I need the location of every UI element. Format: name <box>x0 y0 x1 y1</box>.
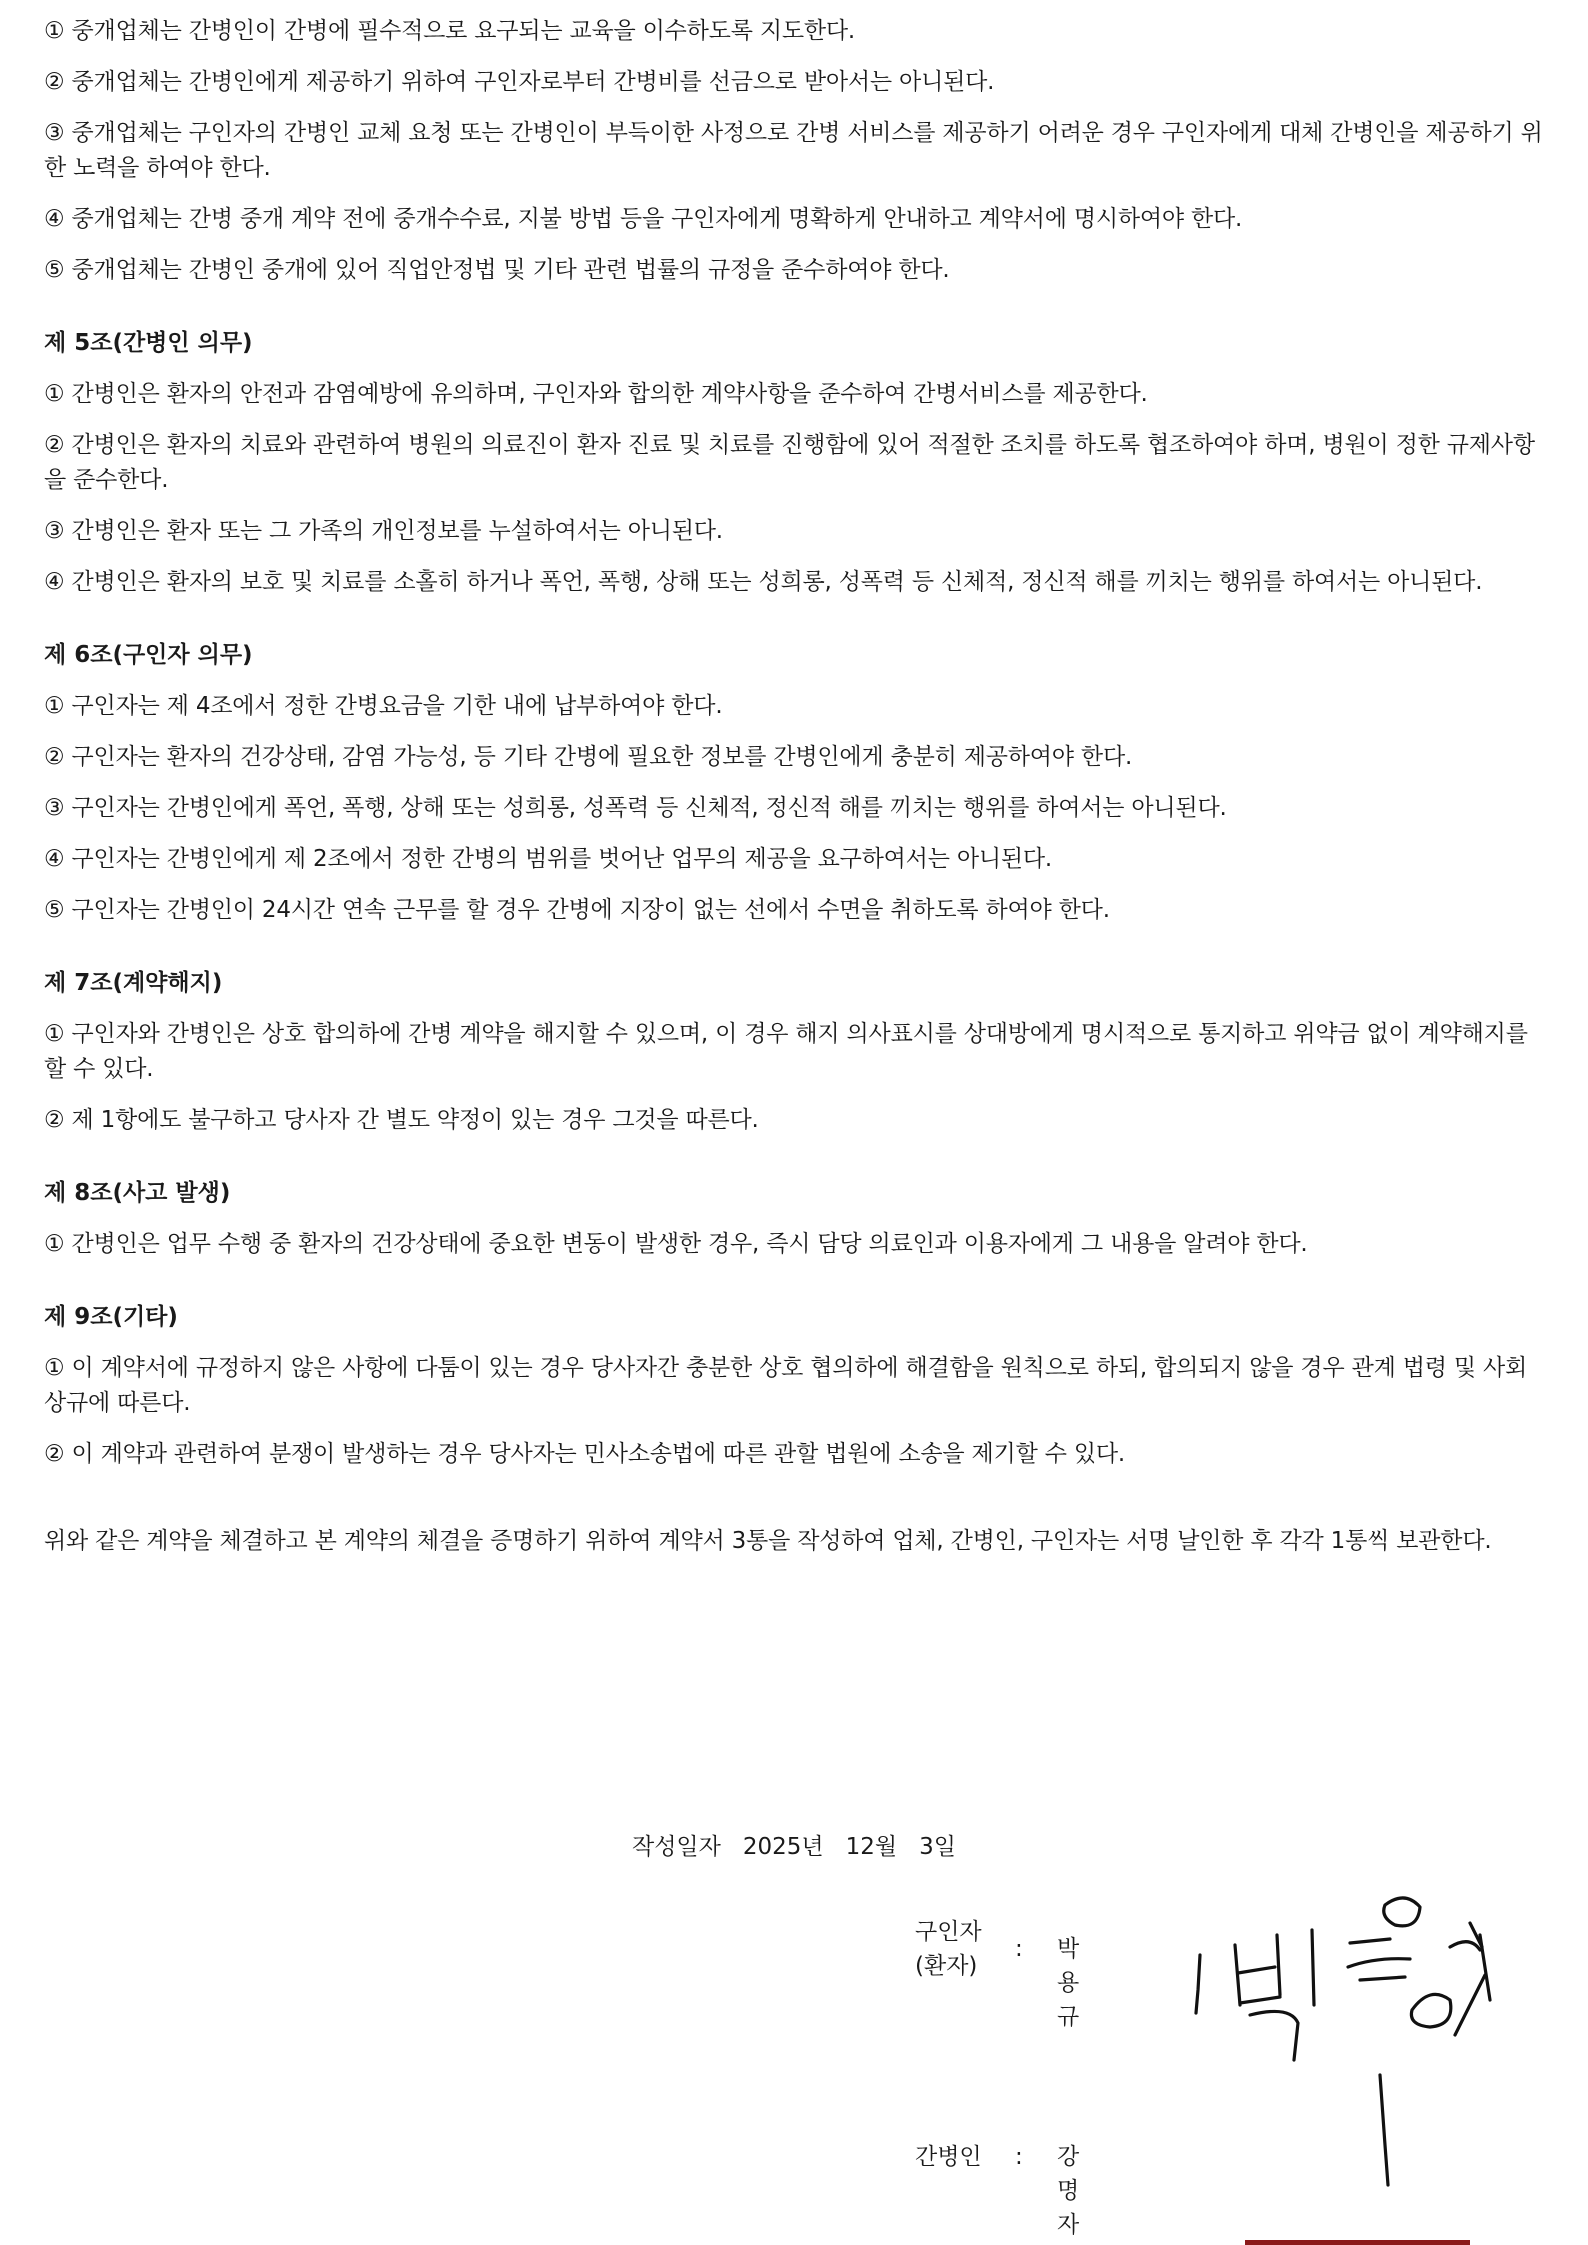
clause-item: ③ 중개업체는 구인자의 간병인 교체 요청 또는 간병인이 부득이한 사정으로 간병 서비스를 제공하기 어려운 경우 구인자에게 대체 간병인을 제공하기 위한 노력을 하여야 한다. <box>44 120 1543 181</box>
page-edge-accent <box>1245 2240 1470 2245</box>
clause-item: ② 중개업체는 간병인에게 제공하기 위하여 구인자로부터 간병비를 선금으로 받아서는 아니된다. <box>44 69 995 95</box>
date-month: 12월 <box>845 1834 898 1860</box>
clause-item: ④ 중개업체는 간병 중개 계약 전에 중개수수료, 지불 방법 등을 구인자에게 명확하게 안내하고 계약서에 명시하여야 한다. <box>44 206 1243 232</box>
patient-colon: : <box>1015 1936 1023 1962</box>
clause-item: ① 중개업체는 간병인이 간병에 필수적으로 요구되는 교육을 이수하도록 지도한다. <box>44 18 856 44</box>
clause-item: ② 간병인은 환자의 치료와 관련하여 병원의 의료진이 환자 진료 및 치료를 진행함에 있어 적절한 조치를 하도록 협조하여야 하며, 병원이 정한 규제사항을 준수한다. <box>44 432 1535 493</box>
clause-item: ④ 구인자는 간병인에게 제 2조에서 정한 간병의 범위를 벗어난 업무의 제공을 요구하여서는 아니된다. <box>44 846 1053 872</box>
patient-label: 구인자 (환자) <box>915 1919 982 1979</box>
article-7 <box>44 966 1544 1138</box>
date-year: 2025년 <box>742 1834 824 1860</box>
handwritten-signature <box>1180 1895 1550 2235</box>
top-clause-list <box>44 14 1544 288</box>
clause-item: ③ 간병인은 환자 또는 그 가족의 개인정보를 누설하여서는 아니된다. <box>44 518 723 544</box>
article-heading: 제 7조(계약해지) <box>44 970 223 996</box>
article-heading: 제 9조(기타) <box>44 1304 178 1330</box>
article-heading: 제 8조(사고 발생) <box>44 1180 231 1206</box>
clause-item: ⑤ 구인자는 간병인이 24시간 연속 근무를 할 경우 간병에 지장이 없는 선에서 수면을 취하도록 하여야 한다. <box>44 897 1110 923</box>
contract-date <box>0 1830 1588 1865</box>
caregiver-colon: : <box>1015 2144 1023 2170</box>
article-heading: 제 6조(구인자 의무) <box>44 642 253 668</box>
closing-statement: 위와 같은 계약을 체결하고 본 계약의 체결을 증명하기 위하여 계약서 3통을 작성하여 업체, 간병인, 구인자는 서명 날인한 후 각각 1통씩 보관한다. <box>44 1528 1492 1554</box>
article-6 <box>44 638 1544 928</box>
clause-item: ① 이 계약서에 규정하지 않은 사항에 다툼이 있는 경우 당사자간 충분한 상호 협의하에 해결함을 원칙으로 하되, 합의되지 않을 경우 관계 법령 및 사회상규에 따른다. <box>44 1355 1528 1416</box>
caregiver-name: 강명자 <box>1057 2144 1080 2238</box>
clause-item: ① 간병인은 업무 수행 중 환자의 건강상태에 중요한 변동이 발생한 경우, 즉시 담당 의료인과 이용자에게 그 내용을 알려야 한다. <box>44 1231 1308 1257</box>
clause-item: ② 이 계약과 관련하여 분쟁이 발생하는 경우 당사자는 민사소송법에 따른 관할 법원에 소송을 제기할 수 있다. <box>44 1441 1125 1467</box>
article-5 <box>44 326 1544 600</box>
clause-item: ② 구인자는 환자의 건강상태, 감염 가능성, 등 기타 간병에 필요한 정보를 간병인에게 충분히 제공하여야 한다. <box>44 744 1133 770</box>
caregiver-label: 간병인 <box>915 2144 982 2170</box>
clause-item: ② 제 1항에도 불구하고 당사자 간 별도 약정이 있는 경우 그것을 따른다. <box>44 1107 759 1133</box>
clause-item: ① 구인자는 제 4조에서 정한 간병요금을 기한 내에 납부하여야 한다. <box>44 693 723 719</box>
date-label: 작성일자 <box>632 1834 721 1860</box>
clause-item: ① 구인자와 간병인은 상호 합의하에 간병 계약을 해지할 수 있으며, 이 경우 해지 의사표시를 상대방에게 명시적으로 통지하고 위약금 없이 계약해지를 할 수 있다. <box>44 1021 1528 1082</box>
patient-name: 박용규 <box>1057 1936 1080 2030</box>
article-8 <box>44 1176 1544 1262</box>
article-heading: 제 5조(간병인 의무) <box>44 330 253 356</box>
date-day: 3일 <box>919 1834 956 1860</box>
clause-item: ⑤ 중개업체는 간병인 중개에 있어 직업안정법 및 기타 관련 법률의 규정을 준수하여야 한다. <box>44 257 950 283</box>
contract-page <box>44 14 1544 1575</box>
article-9 <box>44 1300 1544 1472</box>
clause-item: ① 간병인은 환자의 안전과 감염예방에 유의하며, 구인자와 합의한 계약사항을 준수하여 간병서비스를 제공한다. <box>44 381 1148 407</box>
clause-item: ④ 간병인은 환자의 보호 및 치료를 소홀히 하거나 폭언, 폭행, 상해 또는 성희롱, 성폭력 등 신체적, 정신적 해를 끼치는 행위를 하여서는 아니된다. <box>44 569 1483 595</box>
clause-item: ③ 구인자는 간병인에게 폭언, 폭행, 상해 또는 성희롱, 성폭력 등 신체적, 정신적 해를 끼치는 행위를 하여서는 아니된다. <box>44 795 1227 821</box>
